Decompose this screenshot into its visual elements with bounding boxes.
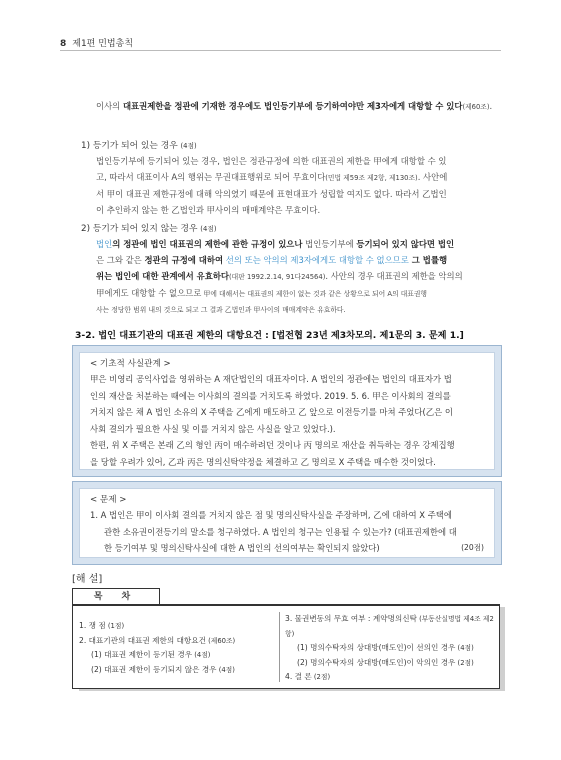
unregistered-paragraph [96,236,506,318]
question-text [90,507,484,557]
facts-box [72,345,502,477]
intro-reference: (제60조) [462,103,490,111]
question-line [90,540,484,557]
question-points: (20점) [461,543,484,552]
page-header [60,36,133,49]
toc-item-text: 1. 쟁 점 [79,621,106,630]
toc-divider [279,612,280,682]
facts-line: 한편, 위 X 주택은 본래 乙의 형인 丙이 매수하려던 것이나 丙 명의로 재산을 취득하는 경우 강제집행 [90,440,455,450]
toc-item [285,641,495,656]
line-text: 고, 따라서 대표이사 A의 행위는 무권대표행위로 되어 무효이다 [96,172,326,182]
question-line: 1. A 법인은 甲이 이사회 결의를 거치지 않은 점 및 명의신탁사실을 주장하며, 乙에 대하여 X 주택에 [90,510,452,520]
toc-item [285,670,495,685]
facts-line: 인의 재산을 처분하는 때에는 이사회의 결의를 거치도록 하였다. 2019. 5. 6. 甲은 이사회의 결의를 [90,390,451,401]
paragraph-line [96,285,506,302]
toc-item-points: (1점) [105,622,125,630]
header-divider [60,50,501,51]
toc-item-text: (1) 명의수탁자의 상대방(매도인)이 선의인 경우 [297,643,456,652]
plain-text: 甲에게도 대항할 수 없으므로 [96,288,202,298]
question-line-text: 한 등기여부 및 명의신탁사실에 대한 A 법인의 선의여부는 확인되지 않았다) [104,543,380,553]
blue-text: 법인 [96,239,113,249]
toc-item-text: (2) 명의수탁자의 상대방(매도인)이 악의인 경우 [297,657,456,667]
toc-right-column [285,612,495,685]
question-box [72,481,502,565]
paragraph-line [96,236,506,252]
toc-item-points: (부동산실명법 제4조 제2항) [285,615,494,638]
paragraph-line: 사는 정당한 범위 내의 것으로 되고 그 결과 乙법인과 甲사이의 매매계약은 유효하다. [96,306,346,314]
line-end: . 사안에 [417,172,448,182]
toc-item-text: (2) 대표권 제한이 등기되지 않은 경우 [91,664,217,674]
toc-item [79,619,279,634]
toc-item [79,634,279,649]
toc-item-points: (2점) [455,658,474,667]
bold-text: 위는 법인에 대한 관계에서 유효하다 [96,271,230,281]
facts-line: 사회 결의가 필요한 사실 및 이를 거치지 않은 사실을 알고 있었다.). [90,423,336,434]
toc-item-text: 3. 물권변동의 무효 여부 : 계약명의신탁 [285,614,417,623]
question-title: < 문제 > [90,495,127,505]
bold-text: 의 정관에 법인 대표권의 제한에 관한 규정이 있으나 [112,239,303,249]
facts-box-inner [79,352,495,470]
facts-line: 甲은 비영리 공익사업을 영위하는 A 재단법인의 대표자이다. A 법인의 정관에는 법인의 대표자가 법 [90,374,452,384]
intro-bold-text: 대표권제한을 정관에 기재한 경우에도 법인등기부에 등기하여야만 제3자에게 대항할 수 있다 [122,101,463,111]
small-text: 甲에 대해서는 대표권의 제한이 없는 것과 같은 상황으로 되어 A의 대표권행 [201,290,427,298]
line-reference: (민법 제59조 제2항, 제130조) [325,174,418,182]
toc-item-text: 2. 대표기관의 대표권 제한의 대항요건 [79,635,206,645]
intro-paragraph [96,98,501,115]
subheading-points: (4점) [180,142,197,150]
intro-end: . [489,101,493,111]
facts-line: 거치지 않은 채 A 법인 소유의 X 주택을 乙에게 매도하고 乙 앞으로 이전등기를 마쳐 주었다(乙은 이 [90,407,453,417]
chapter-title: 제1편 민법총칙 [72,39,134,49]
commentary-label: [해 설] [72,574,103,585]
page-number: 8 [60,39,67,49]
toc-title: 목 차 [72,588,160,606]
section-title: 3-2. 법인 대표기관의 대표권 제한의 대항요건 : [법전협 23년 제3차모의. 제1문의 3. 문제 1.] [75,330,464,341]
paragraph-line: 이 추인하지 않는 한 乙법인과 甲사이의 매매계약은 무효이다. [96,205,321,215]
toc-item [79,648,279,663]
facts-title: < 기초적 사실관계 > [90,359,171,369]
intro-text: 이사의 [96,101,123,111]
bold-text: 그 법률행 [408,255,448,265]
paragraph-line [96,252,506,268]
registered-paragraph [96,153,501,218]
bold-text: 등기되어 있지 않다면 법인 [356,239,455,249]
toc-box [72,605,500,689]
blue-text: 선의 또는 악의의 제3자에게도 대항할 수 없으므로 [223,255,409,265]
subheading-points: (4점) [200,225,217,233]
case-reference: (대판 1992.2.14, 91다24564) [229,273,326,281]
bold-text: 정관의 규정에 대하여 [144,255,224,265]
plain-text: 법인등기부에 [302,239,357,249]
question-line: 관한 소유권이전등기의 말소를 청구하였다. A 법인의 청구는 인용될 수 있는가? (대표권제한에 대 [104,526,457,537]
paragraph-line: 법인등기부에 등기되어 있는 경우, 법인은 정관규정에 의한 대표권의 제한을 甲에게 대항할 수 있 [96,156,447,166]
facts-line: 을 당할 우려가 있어, 乙과 丙은 명의신탁약정을 체결하고 乙 명의로 X 주택을 매수한 것이었다. [90,456,436,467]
plain-text: 은 그와 같은 [96,255,145,265]
facts-text [90,371,484,470]
plain-text: . 사안의 경우 대표권의 제한을 악의의 [325,271,463,281]
question-box-inner [79,488,495,558]
toc-item-points: (4점) [455,644,474,652]
subheading-unregistered [81,221,217,234]
toc-item [79,663,279,678]
paragraph-line [96,268,506,285]
toc-item-points: (제60조) [205,636,236,645]
toc-left-column [79,619,279,677]
toc-item [285,612,495,641]
toc-item [285,656,495,671]
toc-item-text: 4. 결 론 [285,672,312,681]
subheading-text: 2) 등기가 되어 있지 않는 경우 [81,224,198,234]
subheading-registered [81,138,197,151]
paragraph-line: 서 甲이 대표권 제한규정에 대해 악의였기 때문에 표현대표가 성립할 여지도 없다. 따라서 乙법인 [96,189,447,199]
subheading-text: 1) 등기가 되어 있는 경우 [81,141,178,151]
toc-item-points: (4점) [192,651,211,659]
toc-item-points: (4점) [216,665,235,674]
toc-item-points: (2점) [311,673,331,681]
toc-item-text: (1) 대표권 제한이 등기된 경우 [91,650,193,659]
paragraph-line [96,169,501,186]
